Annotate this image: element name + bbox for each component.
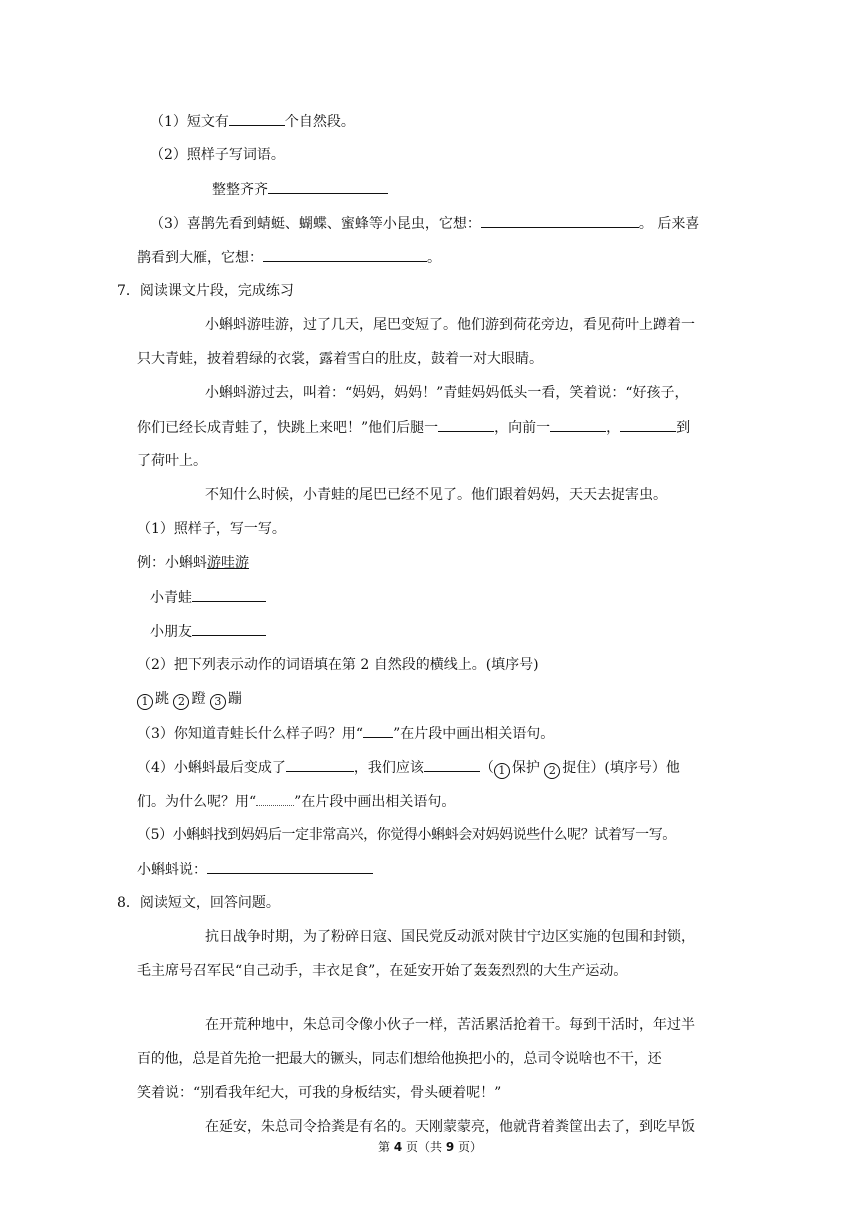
answer-blank[interactable] [229, 111, 285, 126]
q6-sub2: （2）照样子写词语。 [150, 147, 285, 163]
item-label: 小朋友 [150, 624, 192, 640]
answer-blank[interactable] [550, 417, 606, 432]
q7-para2-text: ， [606, 420, 621, 436]
circled-number: 1 [137, 694, 153, 710]
q8-para1-line1: 抗日战争时期，为了粉碎日寇、国民党反动派对陕甘宁边区实施的包围和封锁， [205, 929, 695, 945]
q6-sub3-line1 [150, 213, 699, 234]
wavy-line-sample [256, 791, 294, 806]
answer-blank[interactable] [192, 621, 266, 636]
footer-text: 页） [454, 1140, 482, 1154]
q6-sub1-text-end: 个自然段。 [284, 114, 355, 130]
example-underlined: 游哇游 [207, 555, 249, 571]
q7-sub2-options [137, 689, 242, 710]
q7-para2-line1: 小蝌蚪游过去，叫着：“妈妈，妈妈！”青蛙妈妈低头一看，笑着说：“好孩子， [205, 385, 689, 401]
q7-para1-line1: 小蝌蚪游哇游，过了几天，尾巴变短了。他们游到荷花旁边，看见荷叶上蹲着一 [205, 317, 695, 333]
option-word: 保护 [511, 760, 540, 776]
q7-para2-text: ，向前一 [494, 420, 551, 436]
q7-sub3 [137, 723, 554, 744]
answer-blank[interactable] [263, 247, 427, 262]
q7-sub1: （1）照样子，写一写。 [137, 521, 286, 537]
q8-para2-line3: 笑着说：“别看我年纪大，可我的身板结实，骨头硬着呢！” [137, 1085, 502, 1101]
answer-blank[interactable] [286, 757, 354, 772]
q7-sub4-text2: 们。为什么呢？用“ [137, 794, 257, 810]
q8-para3-line1: 在延安，朱总司令拾粪是有名的。天刚蒙蒙亮，他就背着粪筐出去了，到吃早饭 [205, 1119, 695, 1135]
q7-sub4-text: ，我们应该 [353, 760, 424, 776]
item-label: 小青蛙 [150, 590, 192, 606]
answer-blank[interactable] [424, 757, 480, 772]
circled-number: 1 [494, 763, 510, 779]
q7-para2-line2 [137, 417, 690, 438]
q7-sub3-text: （3）你知道青蛙长什么样子吗？用“ [137, 726, 364, 742]
q7-sub4-text2-end: ”在片段中画出相关语句。 [294, 794, 456, 810]
q6-sub3-text2-end: 。 [427, 250, 441, 266]
q7-sub4-line1 [137, 757, 680, 779]
answer-blank[interactable] [481, 213, 639, 228]
q6-sub3-text2: 鹊看到大雁，它想： [137, 250, 263, 266]
circled-number: 2 [173, 694, 189, 710]
q7-heading: 7．阅读课文片段，完成练习 [117, 283, 294, 299]
q8-para2-line2: 百的他，总是首先抢一把最大的镢头，同志们想给他换把小的，总司令说啥也不干，还 [137, 1051, 662, 1067]
q7-sub1-example [137, 553, 249, 573]
page-number: 4 [393, 1140, 403, 1154]
q6-sub1 [150, 111, 355, 132]
straight-line-sample [363, 723, 393, 738]
q7-sub5-answer [137, 859, 373, 880]
answer-blank[interactable] [438, 417, 494, 432]
q7-sub2: （2）把下列表示动作的词语填在第 2 自然段的横线上。(填序号) [137, 657, 539, 673]
example-word: 整整齐齐 [212, 182, 268, 198]
q8-para1-line2: 毛主席号召军民“自己动手，丰衣足食”，在延安开始了轰轰烈烈的大生产运动。 [137, 963, 628, 979]
circled-number: 3 [210, 694, 226, 710]
q6-sub2-example [212, 179, 388, 200]
answer-blank[interactable] [192, 587, 266, 602]
footer-text: 第 [377, 1140, 394, 1154]
q7-sub5: （5）小蝌蚪找到妈妈后一定非常高兴，你觉得小蝌蚪会对妈妈说些什么呢？试着写一写。 [137, 827, 676, 843]
q7-sub1-item1 [150, 587, 266, 608]
answer-blank[interactable] [207, 859, 373, 874]
option-word: 跳 [155, 691, 169, 707]
q7-sub4-text: （4）小蝌蚪最后变成了 [137, 760, 286, 776]
page-footer [0, 1139, 860, 1155]
q7-sub5-prefix: 小蝌蚪说： [137, 862, 207, 878]
q6-sub1-text: （1）短文有 [150, 114, 229, 130]
answer-blank[interactable] [268, 179, 388, 194]
option-word: 捉住 [562, 760, 591, 776]
answer-blank[interactable] [620, 417, 676, 432]
q7-para2-line3: 了荷叶上。 [137, 453, 207, 469]
q7-para3: 不知什么时候，小青蛙的尾巴已经不见了。他们跟着妈妈，天天去捉害虫。 [205, 487, 667, 503]
q7-para1-line2: 只大青蛙，披着碧绿的衣裳，露着雪白的肚皮，鼓着一对大眼睛。 [137, 351, 543, 367]
q8-heading: 8．阅读短文，回答问题。 [117, 895, 280, 911]
option-word: 蹦 [227, 691, 242, 707]
q7-para2-text: 到 [676, 420, 691, 436]
q6-sub3-text-end: 。 后来喜 [638, 216, 700, 232]
page-total: 9 [445, 1140, 455, 1154]
circled-number: 2 [544, 763, 560, 779]
q7-sub4-line2 [137, 791, 455, 812]
q7-para2-text: 你们已经长成青蛙了，快跳上来吧！”他们后腿一 [137, 420, 439, 436]
q7-sub1-item2 [150, 621, 266, 642]
q6-sub3-text: （3）喜鹊先看到蜻蜓、蝴蝶、蜜蜂等小昆虫，它想： [150, 216, 481, 232]
q7-sub4-text: ）(填序号）他 [590, 760, 680, 776]
q7-sub3-text-end: ”在片段中画出相关语句。 [393, 726, 555, 742]
q7-sub4-text: （ [479, 760, 494, 776]
footer-text: 页（共 [402, 1140, 446, 1154]
q8-para2-line1: 在开荒种地中，朱总司令像小伙子一样，苦活累活抢着干。每到干活时，年过半 [205, 1017, 695, 1033]
option-word: 蹬 [191, 691, 206, 707]
q6-sub3-line2 [137, 247, 441, 268]
example-prefix: 例：小蝌蚪 [137, 555, 207, 571]
